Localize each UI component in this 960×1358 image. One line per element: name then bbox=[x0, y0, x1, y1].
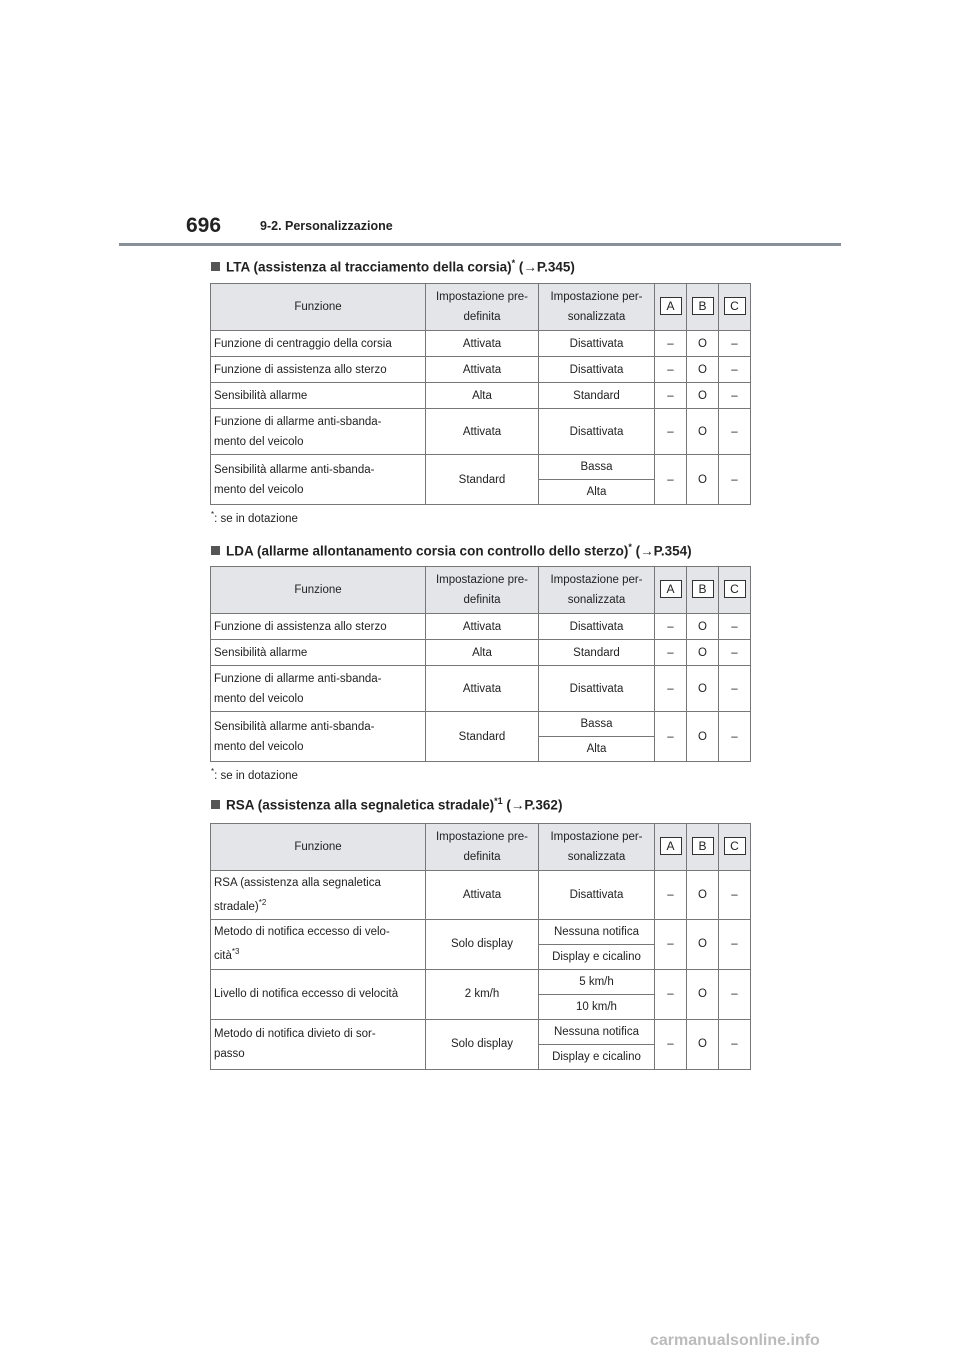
header-func: Funzione bbox=[211, 284, 426, 331]
page-number: 696 bbox=[186, 214, 222, 237]
table-row: 10 km/h bbox=[211, 994, 751, 1019]
table-header-row bbox=[211, 824, 751, 871]
header-c: C bbox=[719, 824, 751, 871]
table-row: Metodo di notifica eccesso di velo- cità$^{*3}$ Solo display Nessuna notifica – O – bbox=[211, 919, 751, 944]
table-row: Funzione di allarme anti-sbanda- mento del veicolo Attivata Disattivata – O – bbox=[211, 666, 751, 712]
header-default: Impostazione pre- definita bbox=[426, 567, 539, 614]
header-b: B bbox=[687, 567, 719, 614]
header-c: C bbox=[719, 284, 751, 331]
header-func: Funzione bbox=[211, 567, 426, 614]
section-heading-rsa: RSA (assistenza alla segnaletica stradale)$^{*1}$ (→P.362) bbox=[211, 796, 562, 813]
header-custom: Impostazione per- sonalizzata bbox=[539, 284, 655, 331]
table-row: Livello di notifica eccesso di velocità 2 km/h 5 km/h – O – bbox=[211, 969, 751, 994]
header-default: Impostazione pre- definita bbox=[426, 284, 539, 331]
header-b: B bbox=[687, 284, 719, 331]
table-row: Sensibilità allarme anti-sbanda- mento del veicolo Standard Bassa – O – bbox=[211, 712, 751, 737]
square-bullet-icon bbox=[211, 546, 220, 555]
table-row: Alta bbox=[211, 480, 751, 505]
footnote-lta: *: se in dotazione bbox=[211, 510, 298, 525]
table-row: Display e cicalino bbox=[211, 944, 751, 969]
table-row: Funzione di centraggio della corsia Attivata Disattivata – O – bbox=[211, 331, 751, 357]
header-a: A bbox=[655, 824, 687, 871]
section-heading-lta: LTA (assistenza al tracciamento della corsia)* (→P.345) bbox=[211, 258, 575, 275]
header-custom: Impostazione per- sonalizzata bbox=[539, 824, 655, 871]
table-row: Funzione di assistenza allo sterzo Attivata Disattivata – O – bbox=[211, 614, 751, 640]
table-row: RSA (assistenza alla segnaletica stradale)$^{*2}$ Attivata Disattivata – O – bbox=[211, 871, 751, 920]
header-rule bbox=[119, 243, 841, 246]
section-heading-lda: LDA (allarme allontanamento corsia con controllo dello sterzo)* (→P.354) bbox=[211, 542, 692, 559]
table-row: Sensibilità allarme anti-sbanda- mento del veicolo Standard Bassa – O – bbox=[211, 455, 751, 480]
table-row: Funzione di assistenza allo sterzo Attivata Disattivata – O – bbox=[211, 357, 751, 383]
settings-table-rsa bbox=[210, 823, 751, 1070]
footnote-lda: *: se in dotazione bbox=[211, 767, 298, 782]
watermark: carmanualsonline.info bbox=[650, 1332, 820, 1349]
header-custom: Impostazione per- sonalizzata bbox=[539, 567, 655, 614]
settings-table-lta bbox=[210, 283, 751, 505]
table-row: Funzione di allarme anti-sbanda- mento del veicolo Attivata Disattivata – O – bbox=[211, 409, 751, 455]
header-a: A bbox=[655, 284, 687, 331]
square-bullet-icon bbox=[211, 800, 220, 809]
table-row: Metodo di notifica divieto di sor- passo Solo display Nessuna notifica – O – bbox=[211, 1019, 751, 1044]
table-header-row bbox=[211, 567, 751, 614]
square-bullet-icon bbox=[211, 262, 220, 271]
table-row: Alta bbox=[211, 737, 751, 762]
table-row: Sensibilità allarme Alta Standard – O – bbox=[211, 640, 751, 666]
header-c: C bbox=[719, 567, 751, 614]
chapter-title: 9-2. Personalizzazione bbox=[260, 219, 393, 233]
table-row: Display e cicalino bbox=[211, 1044, 751, 1069]
header-a: A bbox=[655, 567, 687, 614]
table-header-row bbox=[211, 284, 751, 331]
header-default: Impostazione pre- definita bbox=[426, 824, 539, 871]
header-func: Funzione bbox=[211, 824, 426, 871]
table-row: Sensibilità allarme Alta Standard – O – bbox=[211, 383, 751, 409]
header-b: B bbox=[687, 824, 719, 871]
settings-table-lda bbox=[210, 566, 751, 762]
